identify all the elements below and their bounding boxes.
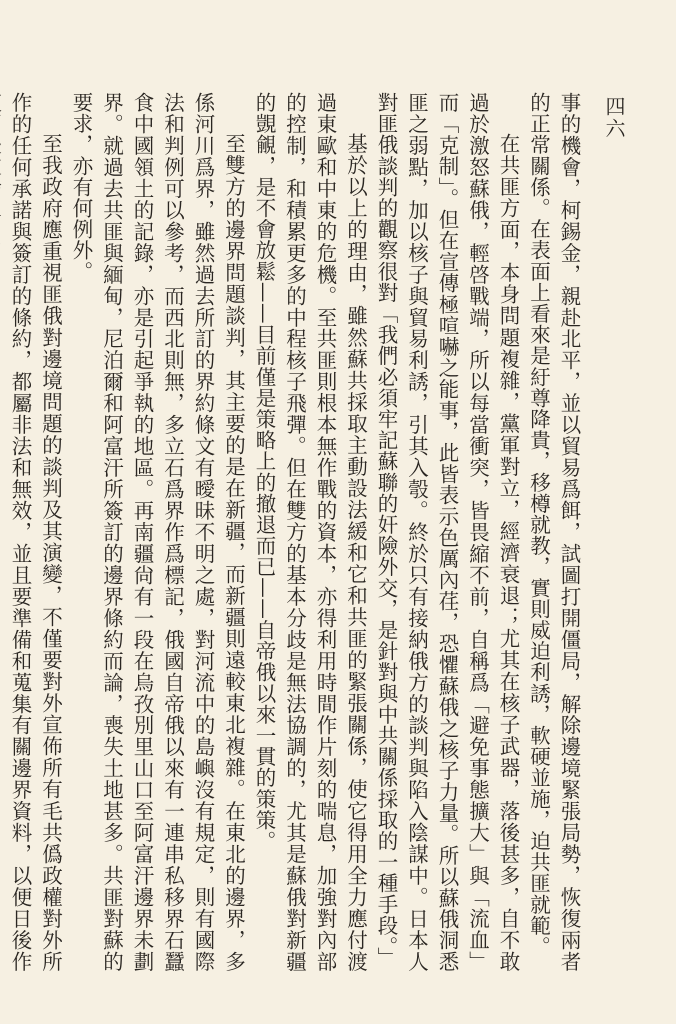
body-text xyxy=(8,92,584,972)
paragraph-1: 事的機會，柯錫金，親赴北平，並以貿易爲餌，試圖打開僵局，解除邊境緊張局勢，恢復兩者的正常關係。在表面上看來是紆尊降貴，移樽就教，實則威迫利誘，軟硬並施，迫共匪就範。 xyxy=(526,92,581,972)
paragraph-4: 至雙方的邊界問題談判，其主要的是在新疆，而新疆則遠較東北複雜。在東北的邊界，多係河川爲界，雖然過去所訂的界約條文有曖昧不明之處，對河流中的島嶼沒有規定，則有國際法和判例可以參考，而西北則無，多立石爲界作爲標記，俄國自帝俄以來有一連串私移界石蠶食中國領土的記錄，亦是引起爭執的地區。再南疆尙有一段在烏孜別里山口至阿富汗邊界未劃界。就過去共匪與緬甸，尼泊爾和阿富汗所簽訂的邊界條約而論，喪失土地甚多。共匪對蘇的要求，亦有何例外。 xyxy=(69,92,246,972)
paragraph-3: 基於以上的理由，雖然蘇共採取主動設法緩和它和共匪的緊張關係，使它得用全力應付渡過東歐和中東的危機。至共匪則根本無作戰的資本，亦得利用時間作片刻的喘息，加強對內部的控制，和積累更多的中程核子飛彈。但在雙方的基本分歧是無法協調的，尤其是蘇俄對新疆的覬覦，是不會放鬆——目前僅是策略上的撤退而已——自帝俄以來一貫的策策。 xyxy=(252,92,368,972)
paragraph-2: 在共匪方面，本身問題複雜，黨軍對立，經濟衰退；尤其在核子武器，落後甚多，自不敢過於激怒蘇俄，輕啓戰端，所以每當衝突，皆畏縮不前，自稱爲「避免事態擴大」與「流血」而「克制」。但在宣傳極喧嚇之能事，此皆表示色厲內荏，恐懼蘇俄之核子力量。所以蘇俄洞悉匪之弱點，加以核子與貿易利誘，引其入彀。終於只有接納俄方的談判與陷入陰謀中。日本人對匪俄談判的觀察很對「我們必須牢記蘇聯的奸險外交，是針對與中共關係採取的一種手段。」 xyxy=(374,92,520,972)
paragraph-5: 至我政府應重視匪俄對邊境問題的談判及其演變，不僅要對外宣佈所有毛共僞政權對外所作的任何承諾與簽訂的條約，都屬非法和無效，並且要準備和蒐集有關邊界資料，以便日後作 xyxy=(8,92,63,972)
page-number: 四六 xyxy=(602,96,626,140)
